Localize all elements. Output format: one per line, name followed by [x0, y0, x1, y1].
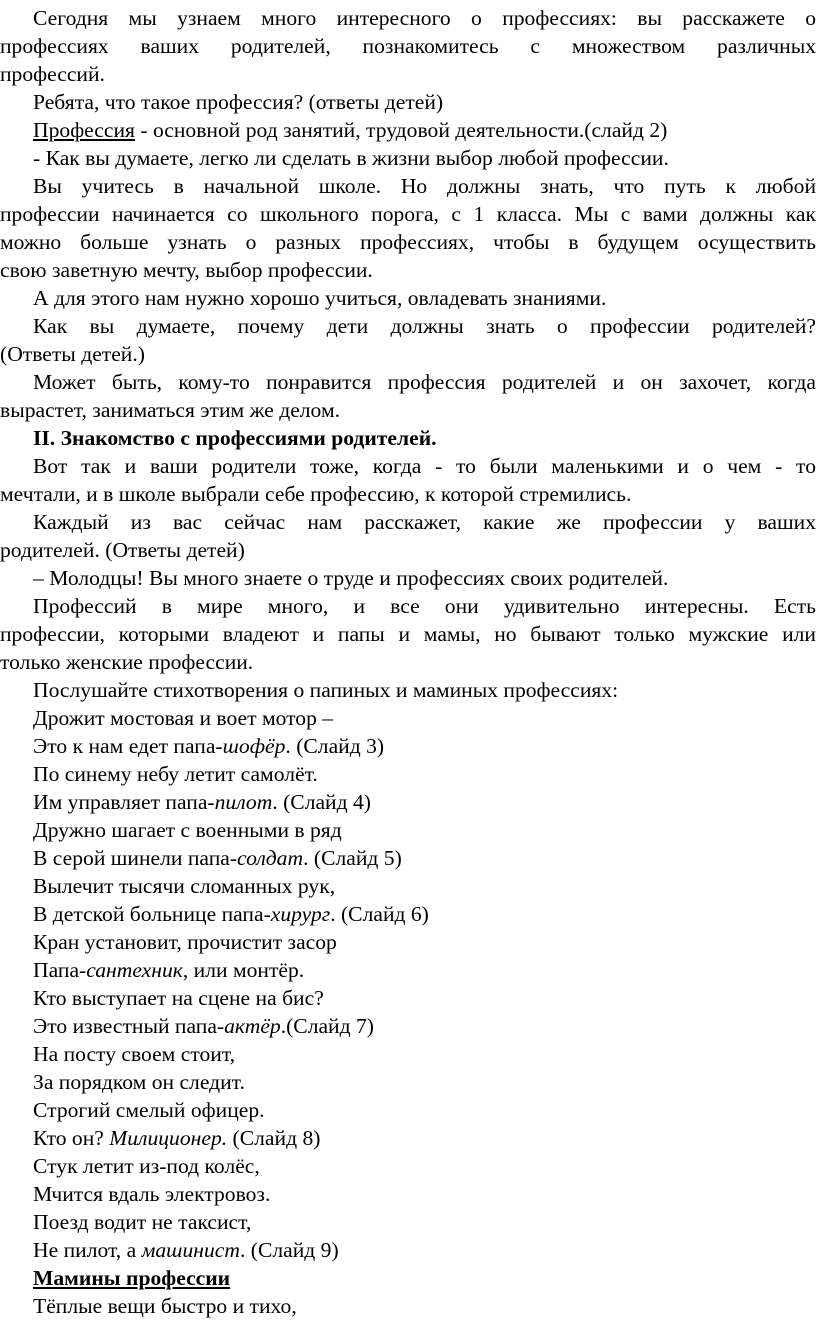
verse-line: Кто выступает на сцене на бис?	[33, 986, 324, 1010]
verse-text: Кто он?	[33, 1126, 110, 1150]
term-profession: Профессия	[33, 118, 135, 142]
verse-text: Это к нам едет папа-	[33, 734, 223, 758]
verse-line: По синему небу летит самолёт.	[33, 762, 318, 786]
slide-ref: . (Слайд 5)	[303, 846, 402, 870]
paragraph-line: Профессий в мире много, и все они удивительно интересны. Есть	[33, 594, 816, 618]
slide-ref: . (Слайд 4)	[272, 790, 371, 814]
verse-line: На посту своем стоит,	[33, 1042, 236, 1066]
verse-text: Это известный папа-	[33, 1014, 225, 1038]
verse-text: Папа-	[33, 958, 87, 982]
subsection-heading: Мамины профессии	[33, 1266, 231, 1290]
slide-ref: . (Слайд 6)	[330, 902, 429, 926]
paragraph-line: Послушайте стихотворения о папиных и маминых профессиях:	[33, 678, 619, 702]
profession-word: актёр	[224, 1014, 281, 1038]
verse-line: Вылечит тысячи сломанных рук,	[33, 874, 336, 898]
slide-ref: . (Слайд 9)	[239, 1238, 339, 1262]
paragraph-line: Каждый из вас сейчас нам расскажет, какие же профессии у ваших	[33, 510, 816, 534]
verse-text: Им управляет папа-	[33, 790, 215, 814]
paragraph-line: профессиях ваших родителей, познакомитесь с множеством различных	[0, 34, 816, 58]
verse-line	[33, 956, 816, 984]
verse-text: , или монтёр.	[182, 958, 305, 982]
profession-word: Милиционер.	[109, 1126, 228, 1150]
verse-line: За порядком он следит.	[33, 1070, 245, 1094]
verse-line: Строгий смелый офицер.	[33, 1098, 265, 1122]
verse-line: Поезд водит не таксист,	[33, 1210, 252, 1234]
verse-line: Тёплые вещи быстро и тихо,	[33, 1294, 297, 1318]
paragraph-line: Может быть, кому-то понравится профессия родителей и он захочет, когда	[33, 370, 816, 394]
verse-line	[33, 1236, 816, 1264]
profession-word: пилот	[214, 790, 273, 814]
paragraph-line: профессии, которыми владеют и папы и мамы, но бывают только мужские или	[0, 622, 816, 646]
verse-line: Стук летит из-под колёс,	[33, 1154, 260, 1178]
paragraph-line: профессий.	[0, 62, 105, 86]
paragraph-line: – Молодцы! Вы много знаете о труде и профессиях своих родителей.	[33, 566, 669, 590]
paragraph-line: профессии начинается со школьного порога, с 1 класса. Мы с вами должны как	[0, 202, 816, 226]
paragraph-line: вырастет, заниматься этим же делом.	[0, 398, 341, 422]
verse-line: Кран установит, прочистит засор	[33, 930, 337, 954]
paragraph-line: можно больше узнать о разных профессиях, чтобы в будущем осуществить	[0, 230, 816, 254]
verse-line: Мчится вдаль электровоз.	[33, 1182, 271, 1206]
profession-word: сантехник	[86, 958, 183, 982]
paragraph-line: родителей. (Ответы детей)	[0, 538, 245, 562]
slide-ref: (Слайд 8)	[227, 1126, 321, 1150]
verse-line	[33, 844, 816, 872]
verse-line	[33, 1012, 816, 1040]
verse-line	[33, 732, 816, 760]
paragraph-line: - Как вы думаете, легко ли сделать в жизни выбор любой профессии.	[33, 146, 669, 170]
verse-line: Дружно шагает с военными в ряд	[33, 818, 342, 842]
verse-line	[33, 788, 816, 816]
section-heading: II. Знакомство с профессиями родителей.	[33, 426, 437, 450]
paragraph-line: только женские профессии.	[0, 650, 254, 674]
verse-text: Не пилот, а	[33, 1238, 142, 1262]
profession-word: хирург	[270, 902, 331, 926]
paragraph-line: Ребята, что такое профессия? (ответы детей)	[33, 90, 444, 114]
profession-word: солдат	[237, 846, 304, 870]
slide-ref: .(Слайд 7)	[280, 1014, 374, 1038]
verse-line: Дрожит мостовая и воет мотор –	[33, 706, 334, 730]
paragraph-line: (Ответы детей.)	[0, 342, 145, 366]
definition-text: - основной род занятий, трудовой деятельности.(слайд 2)	[134, 118, 668, 142]
verse-line	[33, 900, 816, 928]
verse-text: В детской больнице папа-	[33, 902, 271, 926]
paragraph-line: Вот так и ваши родители тоже, когда - то были маленькими и о чем - то	[33, 454, 816, 478]
profession-word: машинист	[141, 1238, 240, 1262]
paragraph-line: А для этого нам нужно хорошо учиться, овладевать знаниями.	[33, 286, 607, 310]
verse-line	[33, 1124, 816, 1152]
paragraph-line: Сегодня мы узнаем много интересного о профессиях: вы расскажете о	[33, 6, 816, 30]
paragraph-line: свою заветную мечту, выбор профессии.	[0, 258, 373, 282]
paragraph-line: мечтали, и в школе выбрали себе профессию, к которой стремились.	[0, 482, 632, 506]
paragraph-line: Как вы думаете, почему дети должны знать о профессии родителей?	[33, 314, 816, 338]
paragraph-line: Вы учитесь в начальной школе. Но должны знать, что путь к любой	[33, 174, 816, 198]
definition-line	[33, 116, 816, 144]
verse-text: В серой шинели папа-	[33, 846, 238, 870]
slide-ref: . (Слайд 3)	[285, 734, 385, 758]
profession-word: шофёр	[222, 734, 286, 758]
